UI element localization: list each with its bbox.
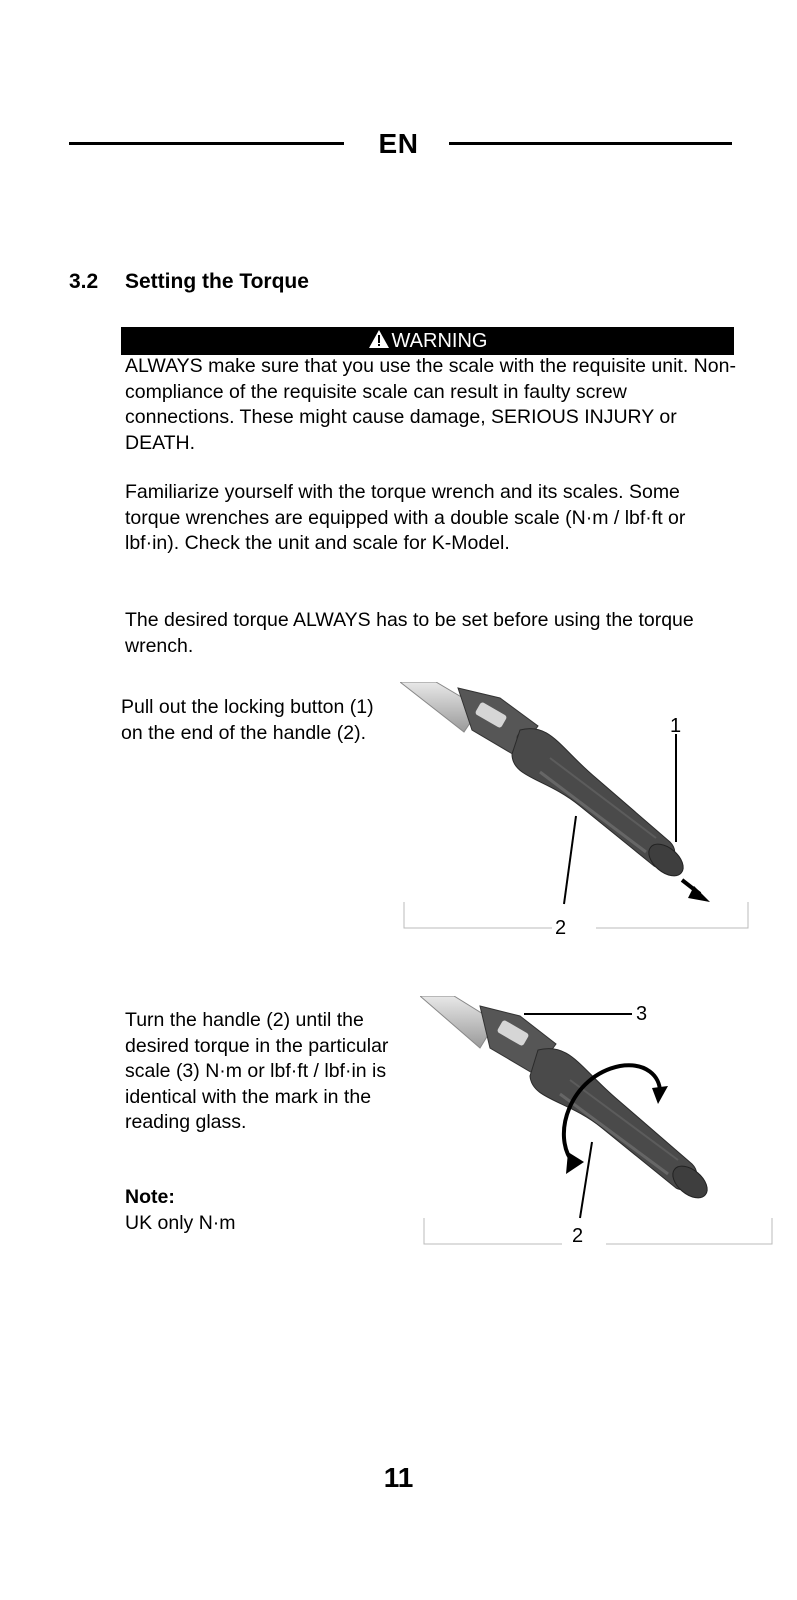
page-number: 11 (383, 1462, 414, 1493)
warning-banner (121, 327, 734, 355)
step-1-text: Pull out the locking button (1) on the end of the handle (2). (121, 696, 374, 744)
desired-torque-paragraph: The desired torque ALWAYS has to be set before using the torque wrench. (125, 609, 694, 657)
callout-2: 2 (555, 917, 567, 939)
warning-triangle-icon (368, 329, 390, 357)
figure-locking-button (400, 682, 760, 942)
step-2-text: Turn the handle (2) until the desired torque in the particular scale (3) N·m or lbf·ft / lbf·in is identical with the mark in the reading glass. (125, 1009, 389, 1133)
warning-label: WARNING (391, 330, 488, 352)
note-text: UK only N·m (125, 1212, 236, 1234)
section-heading (69, 270, 309, 294)
pull-arrow-icon (682, 880, 710, 902)
callout-1: 1 (670, 715, 682, 737)
section-title: Setting the Torque (125, 270, 309, 293)
familiarize-paragraph: Familiarize yourself with the torque wrench and its scales. Some torque wrenches are equipped with a double scale (N·m / lbf·ft or lbf·in). Check the unit and scale for K-Model. (125, 481, 686, 554)
callout-3: 3 (636, 1003, 648, 1025)
header-rule-right (449, 142, 732, 145)
figure-turn-handle (420, 996, 780, 1252)
section-number: 3.2 (69, 270, 99, 293)
note-label: Note: (125, 1186, 175, 1208)
callout-2b: 2 (572, 1225, 584, 1247)
warning-text: ALWAYS make sure that you use the scale with the requisite unit. Non-compliance of the requisite scale can result in faulty screw connections. These might cause damage, SERIOUS INJURY or DEATH. (125, 355, 736, 454)
language-code: EN (378, 128, 419, 159)
